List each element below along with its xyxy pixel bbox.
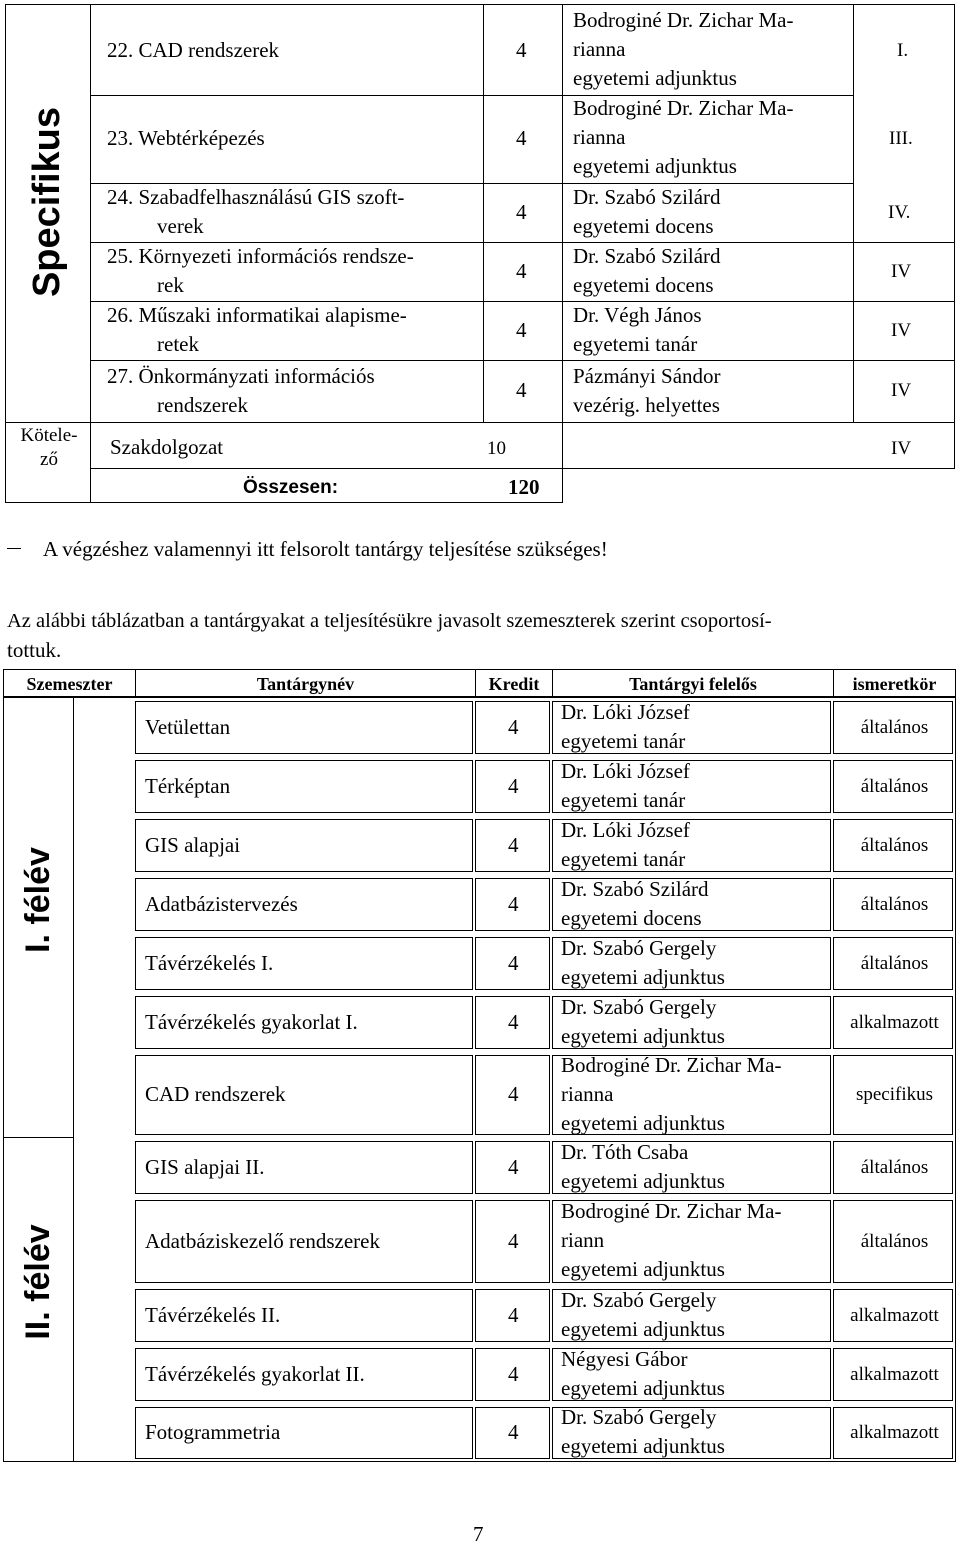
- course-credit: 4: [508, 833, 519, 857]
- person-line: Dr. Szabó Gergely: [561, 1288, 717, 1312]
- knowledge-area: általános: [860, 835, 929, 856]
- semester-value: IV: [891, 320, 912, 341]
- course-credit: 4: [508, 715, 519, 739]
- person-line: Dr. Szabó Gergely: [561, 995, 717, 1019]
- person-line: Dr. Lóki József: [561, 759, 690, 783]
- course-credit: 4: [508, 774, 519, 798]
- person-line: egyetemi tanár: [561, 847, 686, 871]
- header-course-name: Tantárgynév: [256, 674, 355, 694]
- course-name: 27. Önkormányzati információs: [107, 364, 375, 388]
- knowledge-area: alkalmazott: [850, 1012, 939, 1033]
- person-line: Dr. Szabó Szilárd: [573, 244, 721, 268]
- person-line: egyetemi adjunktus: [561, 1376, 725, 1400]
- course-credit: 4: [508, 1362, 519, 1386]
- course-name: Távérzékelés gyakorlat II.: [145, 1362, 365, 1386]
- course-name: CAD rendszerek: [145, 1082, 286, 1106]
- course-credit: 4: [516, 378, 527, 402]
- person-line: rianna: [573, 125, 626, 149]
- person-line: Négyesi Gábor: [561, 1347, 688, 1371]
- header-credit: Kredit: [488, 674, 540, 694]
- intro-line-2: tottuk.: [7, 638, 62, 662]
- knowledge-area: specifikus: [855, 1084, 934, 1105]
- course-name: rek: [157, 273, 184, 297]
- person-line: Dr. Szabó Szilárd: [561, 877, 709, 901]
- person-line: egyetemi tanár: [573, 332, 698, 356]
- person-line: egyetemi adjunktus: [561, 1257, 725, 1281]
- page-number: 7: [473, 1522, 484, 1546]
- course-credit: 4: [508, 951, 519, 975]
- thesis-credit: 10: [487, 438, 506, 459]
- header-semester: Szemeszter: [26, 674, 113, 694]
- person-line: egyetemi adjunktus: [561, 1317, 725, 1341]
- bullet-dash: [7, 548, 21, 549]
- person-line: Dr. Lóki József: [561, 700, 690, 724]
- thesis-semester: IV: [891, 438, 912, 459]
- person-line: egyetemi adjunktus: [573, 154, 737, 178]
- person-line: egyetemi adjunktus: [561, 1111, 725, 1135]
- semester-value: IV: [891, 261, 912, 282]
- person-line: rianna: [573, 37, 626, 61]
- total-label: Összesen:: [243, 477, 339, 498]
- person-line: Bodroginé Dr. Zichar Ma-: [561, 1053, 782, 1077]
- semester-label-1: I. félév: [19, 847, 57, 953]
- person-line: egyetemi adjunktus: [561, 1024, 725, 1048]
- course-name: 24. Szabadfelhasználású GIS szoft-: [107, 185, 405, 209]
- course-name: Vetülettan: [145, 715, 231, 739]
- course-name: retek: [157, 332, 199, 356]
- person-line: Bodroginé Dr. Zichar Ma-: [561, 1199, 782, 1223]
- person-line: Bodroginé Dr. Zichar Ma-: [573, 96, 794, 120]
- course-name: Adatbázistervezés: [145, 892, 298, 916]
- person-line: Dr. Szabó Szilárd: [573, 185, 721, 209]
- requirement-note: A végzéshez valamennyi itt felsorolt tantárgy teljesítése szükséges!: [43, 537, 608, 561]
- person-line: Dr. Végh János: [573, 303, 702, 327]
- course-credit: 4: [516, 200, 527, 224]
- person-line: Pázmányi Sándor: [573, 364, 721, 388]
- person-line: egyetemi adjunktus: [561, 965, 725, 989]
- person-line: egyetemi docens: [573, 214, 714, 238]
- person-line: Dr. Lóki József: [561, 818, 690, 842]
- course-credit: 4: [508, 892, 519, 916]
- header-responsible: Tantárgyi felelős: [629, 674, 757, 694]
- course-credit: 4: [516, 38, 527, 62]
- person-line: egyetemi docens: [561, 906, 702, 930]
- person-line: Bodroginé Dr. Zichar Ma-: [573, 8, 794, 32]
- course-name: 26. Műszaki informatikai alapisme-: [107, 303, 407, 327]
- knowledge-area: általános: [860, 953, 929, 974]
- person-line: rianna: [561, 1082, 614, 1106]
- intro-line-1: Az alábbi táblázatban a tantárgyakat a teljesítésükre javasolt szemeszterek szerint csoportosí-: [7, 610, 772, 632]
- thesis-name: Szakdolgozat: [110, 435, 224, 459]
- course-name: Adatbáziskezelő rendszerek: [145, 1229, 380, 1253]
- course-credit: 4: [516, 259, 527, 283]
- person-line: egyetemi tanár: [561, 729, 686, 753]
- knowledge-area: alkalmazott: [850, 1305, 939, 1326]
- course-name: 25. Környezeti információs rendsze-: [107, 244, 414, 268]
- course-name: verek: [157, 214, 204, 238]
- course-name: Térképtan: [145, 774, 231, 798]
- course-name: GIS alapjai: [145, 833, 241, 857]
- semester-label-2: II. félév: [19, 1224, 57, 1340]
- knowledge-area: általános: [860, 894, 929, 915]
- header-area: ismeretkör: [852, 674, 937, 694]
- course-credit: 4: [516, 318, 527, 342]
- knowledge-area: általános: [860, 776, 929, 797]
- person-line: Dr. Szabó Gergely: [561, 1405, 717, 1429]
- person-line: riann: [561, 1228, 605, 1252]
- person-line: egyetemi adjunktus: [573, 66, 737, 90]
- course-credit: 4: [508, 1303, 519, 1327]
- person-line: egyetemi adjunktus: [561, 1434, 725, 1458]
- kotelezo-label: Kötele- ző: [20, 425, 78, 470]
- person-line: egyetemi docens: [573, 273, 714, 297]
- person-line: Dr. Szabó Gergely: [561, 936, 717, 960]
- course-credit: 4: [508, 1082, 519, 1106]
- course-name: Fotogrammetria: [145, 1420, 281, 1444]
- semester-value: IV: [891, 380, 912, 401]
- course-credit: 4: [508, 1010, 519, 1034]
- course-name: Távérzékelés I.: [145, 951, 274, 975]
- knowledge-area: alkalmazott: [850, 1364, 939, 1385]
- knowledge-area: általános: [860, 717, 929, 738]
- course-name: Távérzékelés gyakorlat I.: [145, 1010, 358, 1034]
- course-name: 22. CAD rendszerek: [107, 38, 280, 62]
- total-value: 120: [508, 475, 540, 499]
- semester-value: III.: [889, 128, 913, 149]
- course-credit: 4: [516, 126, 527, 150]
- person-line: vezérig. helyettes: [573, 393, 720, 417]
- course-name: GIS alapjai II.: [145, 1155, 265, 1179]
- semester-value: IV.: [888, 202, 911, 223]
- person-line: egyetemi tanár: [561, 788, 686, 812]
- knowledge-area: általános: [860, 1157, 929, 1178]
- person-line: egyetemi adjunktus: [561, 1169, 725, 1193]
- side-label-specifikus: Specifikus: [26, 106, 68, 298]
- course-credit: 4: [508, 1229, 519, 1253]
- course-credit: 4: [508, 1155, 519, 1179]
- knowledge-area: alkalmazott: [850, 1422, 939, 1443]
- course-credit: 4: [508, 1420, 519, 1444]
- course-name: rendszerek: [157, 393, 248, 417]
- course-name: 23. Webtérképezés: [107, 126, 265, 150]
- course-name: Távérzékelés II.: [145, 1303, 281, 1327]
- person-line: Dr. Tóth Csaba: [561, 1140, 689, 1164]
- semester-value: I.: [897, 40, 909, 61]
- knowledge-area: általános: [860, 1231, 929, 1252]
